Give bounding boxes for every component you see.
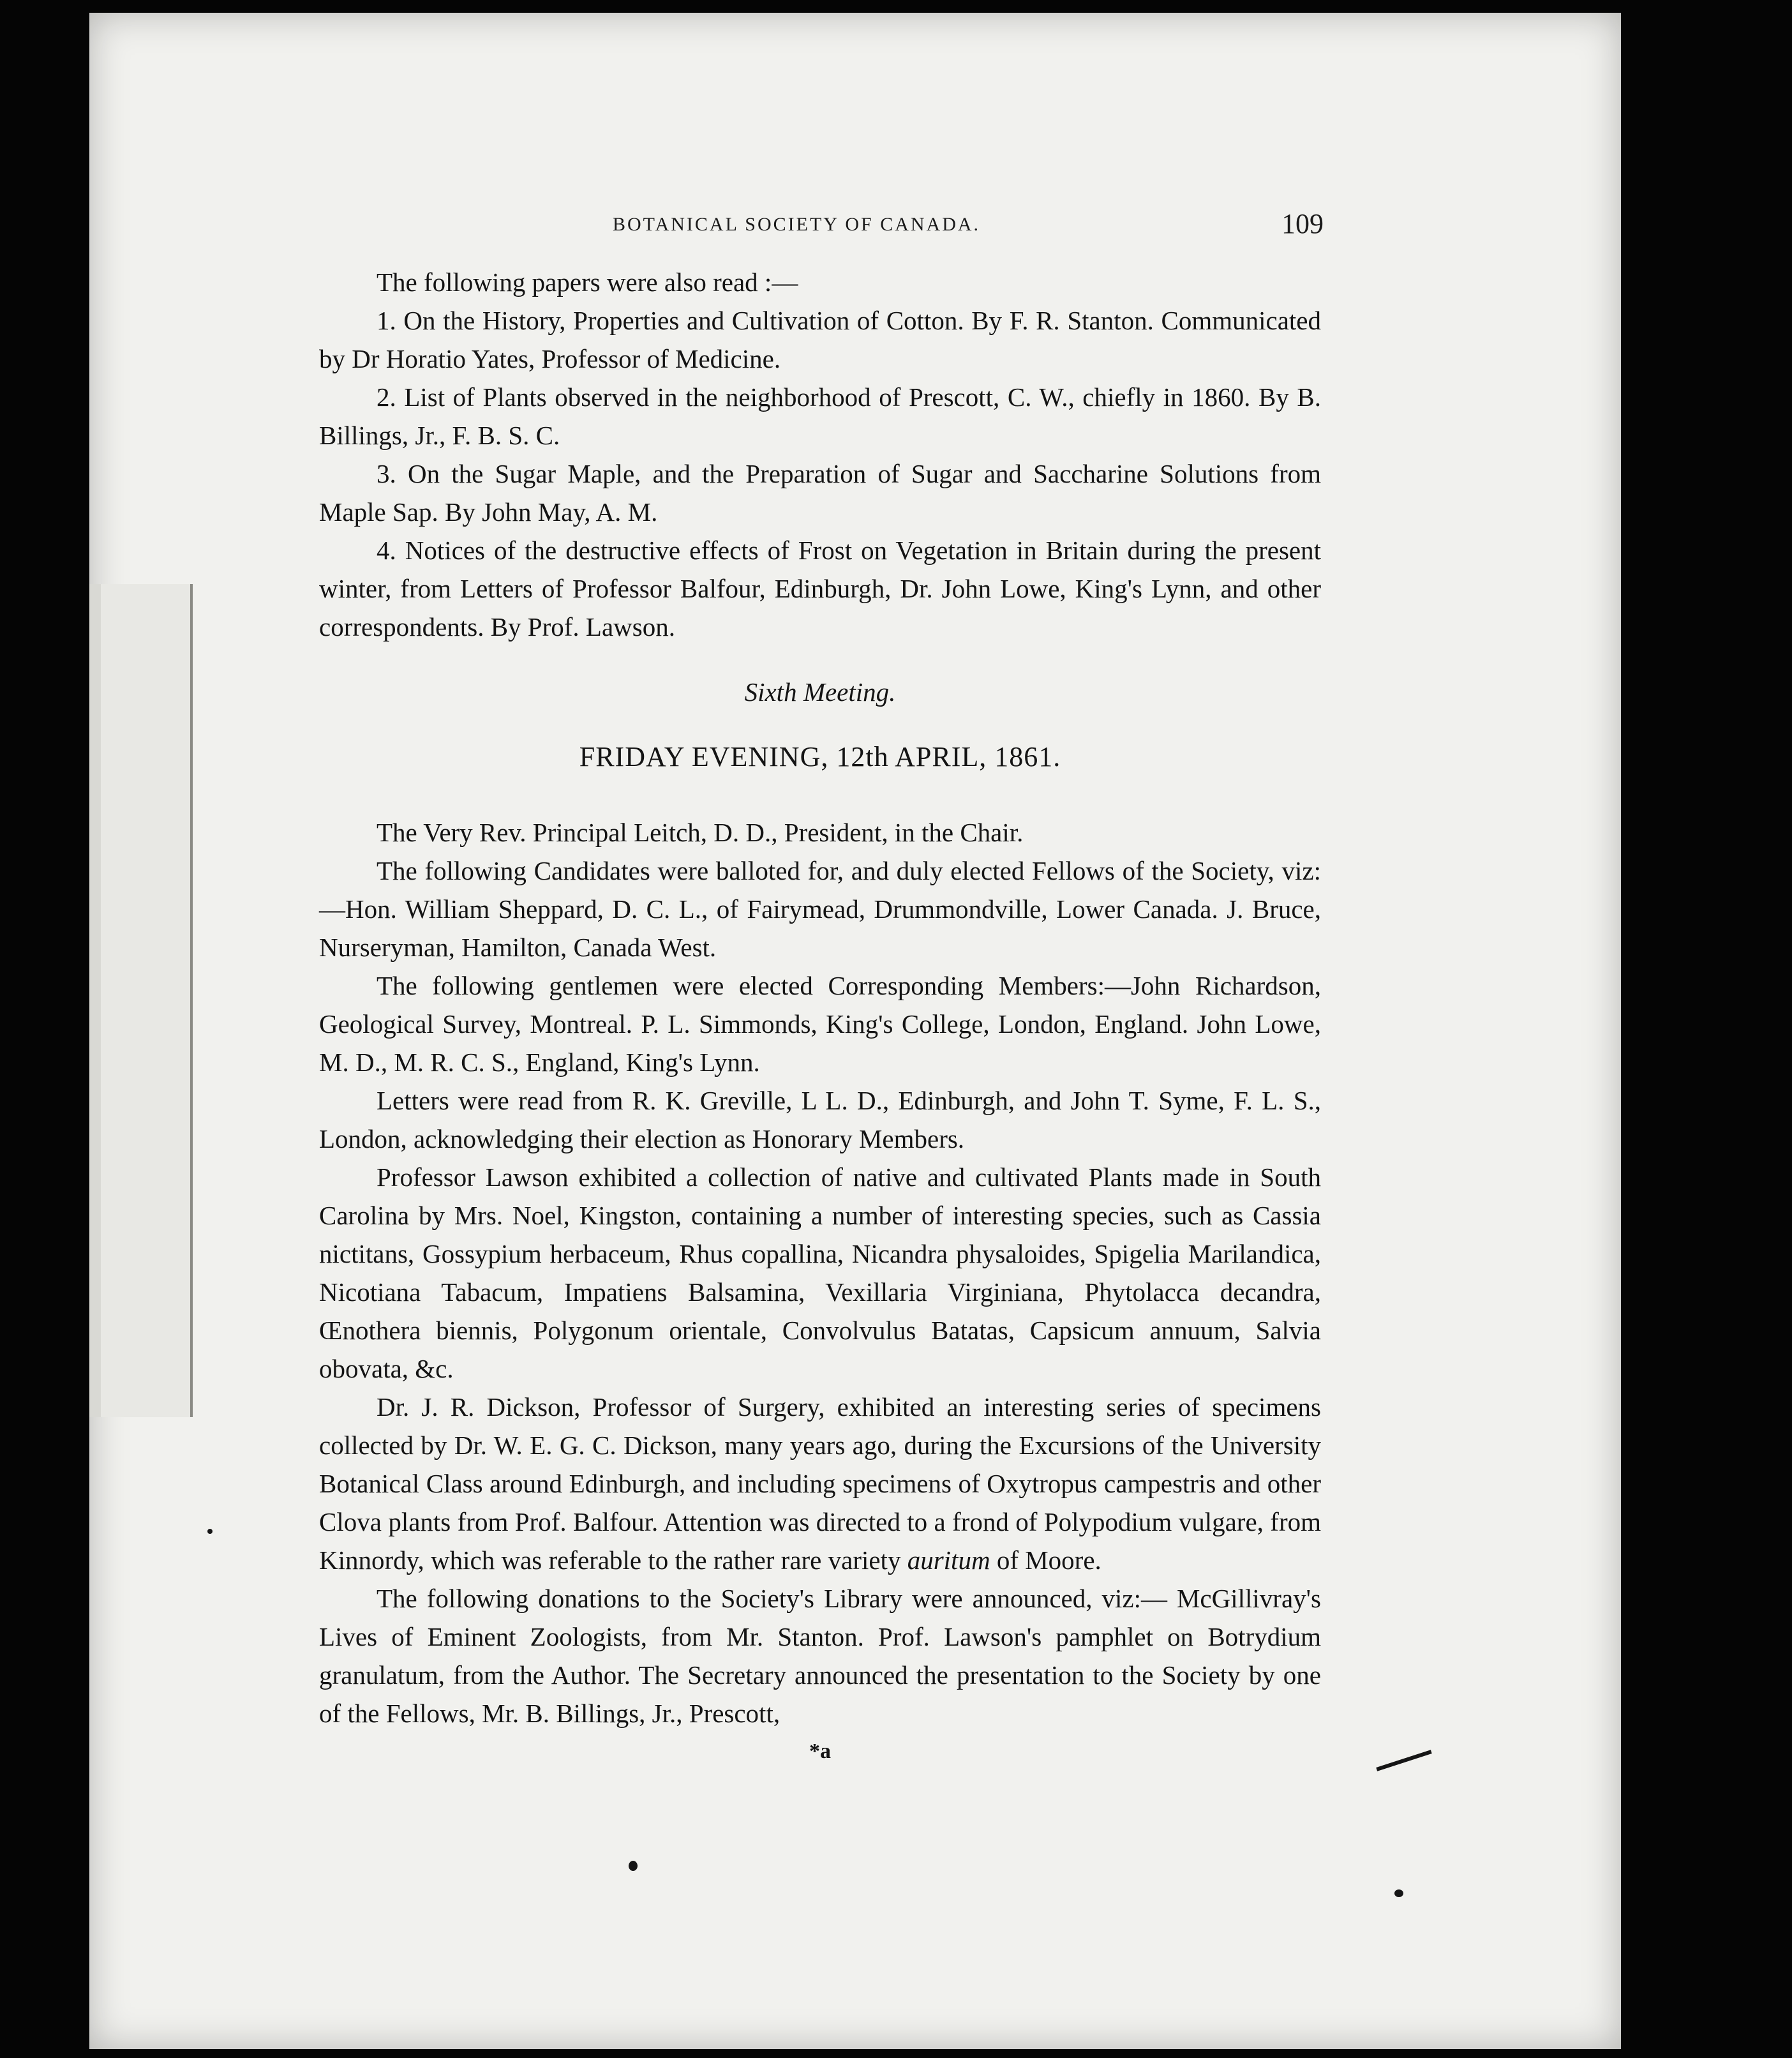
page-edge (89, 584, 101, 1417)
paragraph-donations: The following donations to the Society's Library were announced, viz:— McGillivray's Lives of Eminent Zoologists, from Mr. Stanton. Prof. Lawson's pamphlet on Botrydium granulatum, from the Author. The Secretary announced the presentation to the Society by one of the Fellows, Mr. B. Billings, Jr., Prescott, (319, 1584, 1321, 1728)
scan-speck (1394, 1889, 1403, 1897)
paragraph-dickson-specimens (319, 1388, 1321, 1579)
papers-intro: The following papers were also read :— (377, 267, 798, 297)
variety-name: auritum (907, 1545, 990, 1575)
page-body (319, 263, 1321, 1771)
page-number: 109 (1281, 208, 1324, 239)
paper-item-1: 1. On the History, Properties and Cultivation of Cotton. By F. R. Stanton. Communicated by Dr Horatio Yates, Professor of Medicine. (319, 306, 1321, 373)
signature-mark: *a (809, 1739, 831, 1763)
running-header: BOTANICAL SOCIETY OF CANADA. (613, 214, 981, 235)
insert-tab (101, 584, 193, 1417)
paragraph-chair: The Very Rev. Principal Leitch, D. D., President, in the Chair. (377, 818, 1024, 847)
dickson-text-end: of Moore. (996, 1545, 1101, 1575)
meeting-title: Sixth Meeting. (744, 677, 896, 707)
paragraph-plants-exhibit: Professor Lawson exhibited a collection of native and cultivated Plants made in South Carolina by Mrs. Noel, Kingston, containing a number of interesting species, such as Cassia nictitans, Gossypium herbaceum, Rhus copallina, Nicandra physaloides, Spigelia Marilandica, Nicotiana Tabacum, Impatiens Balsamina, Vexillaria Virginiana, Phytolacca decandra, Œnothera biennis, Polygonum orientale, Convolvulus Batatas, Capsicum annuum, Salvia obovata, &c. (319, 1162, 1321, 1383)
scan-speck (207, 1529, 213, 1534)
paper-item-2: 2. List of Plants observed in the neighborhood of Prescott, C. W., chiefly in 1860. By B. Billings, Jr., F. B. S. C. (319, 382, 1321, 450)
meeting-date: FRIDAY EVENING, 12th APRIL, 1861. (579, 741, 1061, 772)
paper-item-4: 4. Notices of the destructive effects of Frost on Vegetation in Britain during the present winter, from Letters of Professor Balfour, Edinburgh, Dr. John Lowe, King's Lynn, and other correspondents. By Prof. Lawson. (319, 536, 1321, 642)
scan-speck (629, 1861, 638, 1871)
dickson-text: Dr. J. R. Dickson, Professor of Surgery, exhibited an interesting series of specimens collected by Dr. W. E. G. C. Dickson, many years ago, during the Excursions of the University Botanical Class around Edinburgh, and including specimens of Oxytropus campestris and other Clova plants from Prof. Balfour. Attention was directed to a frond of Polypodium vulgare, from Kinnordy, which was referable to the rather rare variety (319, 1392, 1321, 1575)
paragraph-candidates: The following Candidates were balloted for, and duly elected Fellows of the Society, viz:—Hon. William Sheppard, D. C. L., of Fairymead, Drummondville, Lower Canada. J. Bruce, Nurseryman, Hamilton, Canada West. (319, 856, 1321, 962)
paragraph-corresponding-members: The following gentlemen were elected Corresponding Members:—John Richardson, Geological Survey, Montreal. P. L. Simmonds, King's College, London, England. John Lowe, M. D., M. R. C. S., England, King's Lynn. (319, 971, 1321, 1077)
paper-item-3: 3. On the Sugar Maple, and the Preparation of Sugar and Saccharine Solutions from Maple Sap. By John May, A. M. (319, 459, 1321, 527)
paragraph-letters: Letters were read from R. K. Greville, L L. D., Edinburgh, and John T. Syme, F. L. S., London, acknowledging their election as Honorary Members. (319, 1086, 1321, 1153)
